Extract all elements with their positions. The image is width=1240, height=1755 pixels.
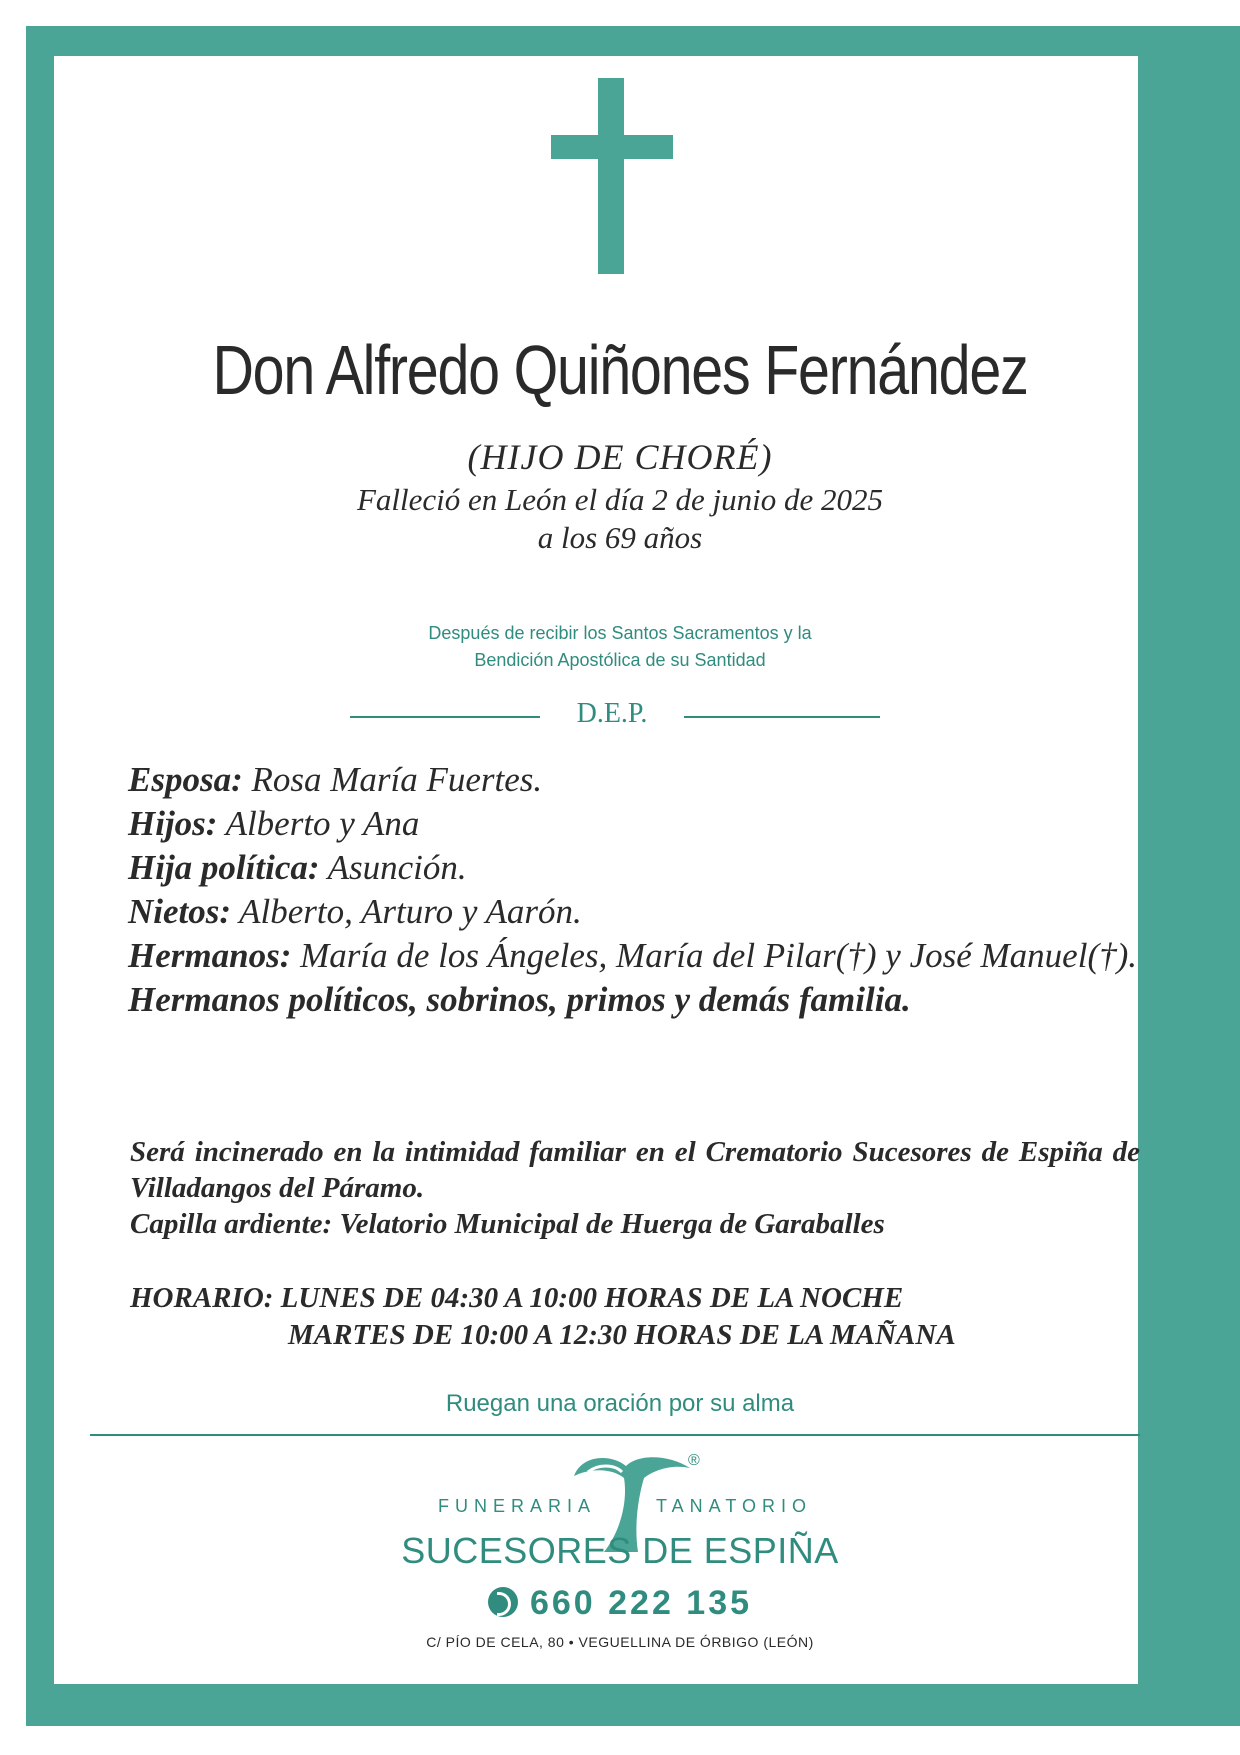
address: C/ PÍO DE CELA, 80 • VEGUELLINA DE ÓRBIGO (LEÓN) [426,1634,814,1650]
phone-number: 660 222 135 [529,1584,753,1622]
family-list [128,758,1140,1022]
cross-icon [551,78,673,274]
family-row-esposa [128,758,1140,802]
service-info [130,1134,1140,1242]
schedule [130,1280,1140,1354]
dep-divider [350,698,880,734]
phone-row [0,1584,1240,1623]
hermanos-value: María de los Ángeles, María del Pilar(†) y José Manuel(†). [300,936,1137,975]
family-row-nietos [128,890,1140,934]
nickname: (HIJO DE CHORÉ) [467,437,773,477]
hermanos-label: Hermanos: [128,936,292,975]
esposa-value: Rosa María Fuertes. [251,760,543,799]
schedule-line-2: MARTES DE 10:00 A 12:30 HORAS DE LA MAÑANA [288,1319,956,1351]
prayer-text: Ruegan una oración por su alma [445,1390,795,1417]
family-row-hermanos [128,934,1140,978]
dep-label: D.E.P. [576,698,648,729]
hija-politica-label: Hija política: [128,848,320,887]
phone-icon [488,1587,518,1617]
company-name: SUCESORES DE ESPIÑA [401,1530,839,1571]
funeraria-label: FUNERARIA [438,1496,597,1516]
sacraments-line-1: Después de recibir los Santos Sacramentos y la [428,623,812,643]
family-row-others: Hermanos políticos, sobrinos, primos y demás familia. [128,980,911,1019]
death-line: Falleció en León el día 2 de junio de 2025 [356,482,884,517]
hijos-label: Hijos: [128,804,218,843]
family-row-hija-politica [128,846,1140,890]
divider-left [350,716,540,718]
cremation-text: Será incinerado en la intimidad familiar en el Crematorio Sucesores de Espiña de Villadangos del Páramo. [130,1136,1140,1204]
schedule-line-1: HORARIO: LUNES DE 04:30 A 10:00 HORAS DE LA NOCHE [130,1282,904,1314]
sacraments-text [0,620,1240,674]
registered-mark: ® [688,1452,700,1469]
esposa-label: Esposa: [128,760,243,799]
nietos-label: Nietos: [128,892,232,931]
footer-divider [90,1434,1140,1436]
tanatorio-label: TANATORIO [656,1496,813,1516]
nietos-value: Alberto, Arturo y Aarón. [239,892,582,931]
chapel-text: Capilla ardiente: Velatorio Municipal de Huerga de Garaballes [130,1208,885,1240]
deceased-name: Don Alfredo Quiñones Fernández [212,331,1028,409]
family-row-hijos [128,802,1140,846]
age-line: a los 69 años [537,520,703,555]
hija-politica-value: Asunción. [327,848,467,887]
hijos-value: Alberto y Ana [225,804,420,843]
sacraments-line-2: Bendición Apostólica de su Santidad [474,650,766,670]
divider-right [684,716,880,718]
